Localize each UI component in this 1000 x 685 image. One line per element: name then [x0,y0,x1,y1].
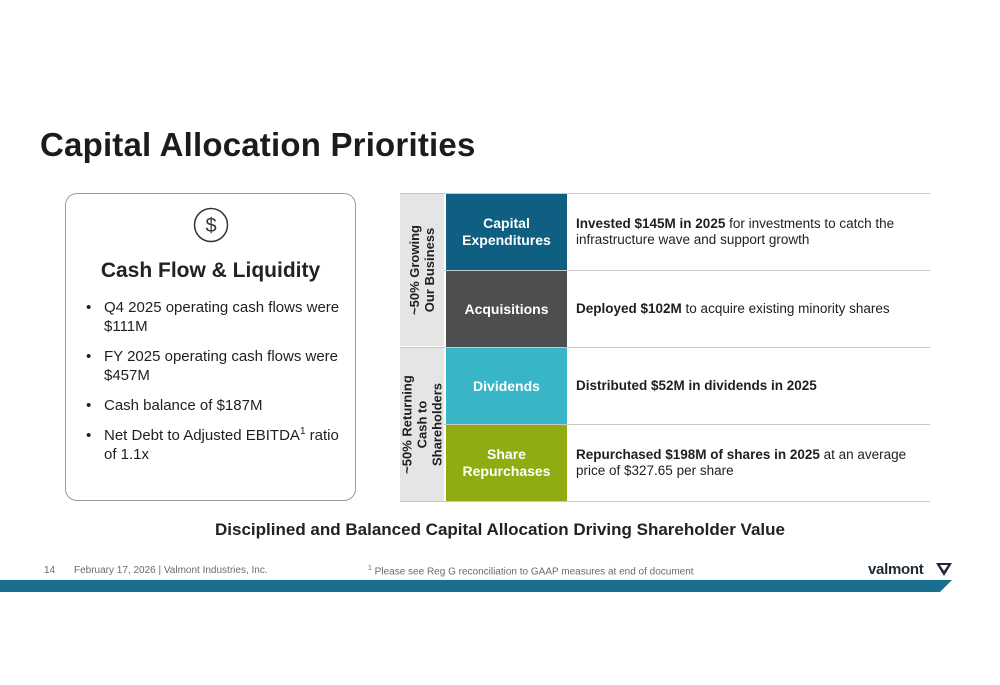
row-description: Distributed $52M in dividends in 2025 [576,378,817,393]
footer-bar [0,580,1000,592]
valmont-v-logo-icon [936,563,952,576]
footer-footnote: $^1$ Please see Reg G reconciliation to GAAP measures at end of document [368,565,694,578]
footnote-superscript: 1 [299,426,306,437]
group-label-growing [400,194,444,346]
group-label-returning [400,348,444,501]
valmont-logo: valmont [868,561,924,578]
bullet-item: • Net Debt to Adjusted EBITDA$^1$ ratio of 1.1x [86,426,346,464]
bullet-item: • Q4 2025 operating cash flows were $111M [86,298,346,336]
category-share-repurchases: Share Repurchases [446,425,567,501]
row-description: Repurchased $198M of shares in 2025 at an average price of $327.65 per share [576,447,907,478]
page-title: Capital Allocation Priorities [40,126,476,163]
bullet-item: • Cash balance of $187M [86,396,346,415]
tagline: Disciplined and Balanced Capital Allocation Driving Shareholder Value [215,520,785,539]
group-label-text: ~50% Growing Our Business [407,225,437,315]
footer-date-company: February 17, 2026 | Valmont Industries, Inc. [74,565,268,576]
category-dividends: Dividends [446,348,567,424]
dollar-circle-icon [193,207,229,243]
group-label-text: ~50% Returning Cash to Shareholders [399,375,445,474]
cash-flow-card [65,193,356,501]
svg-text:$: $ [205,215,217,237]
table-divider [400,501,930,502]
category-acquisitions: Acquisitions [446,271,567,347]
page-number: 14 [44,565,56,576]
row-description: Deployed $102M to acquire existing minority shares [576,301,890,316]
card-heading: Cash Flow & Liquidity [100,259,321,282]
bullet-item: • FY 2025 operating cash flows were $457M [86,347,346,385]
bullet-list [86,298,346,475]
category-capital-expenditures: Capital Expenditures [446,194,567,270]
row-description: Invested $145M in 2025 for investments to catch the infrastructure wave and support growth [576,216,895,247]
